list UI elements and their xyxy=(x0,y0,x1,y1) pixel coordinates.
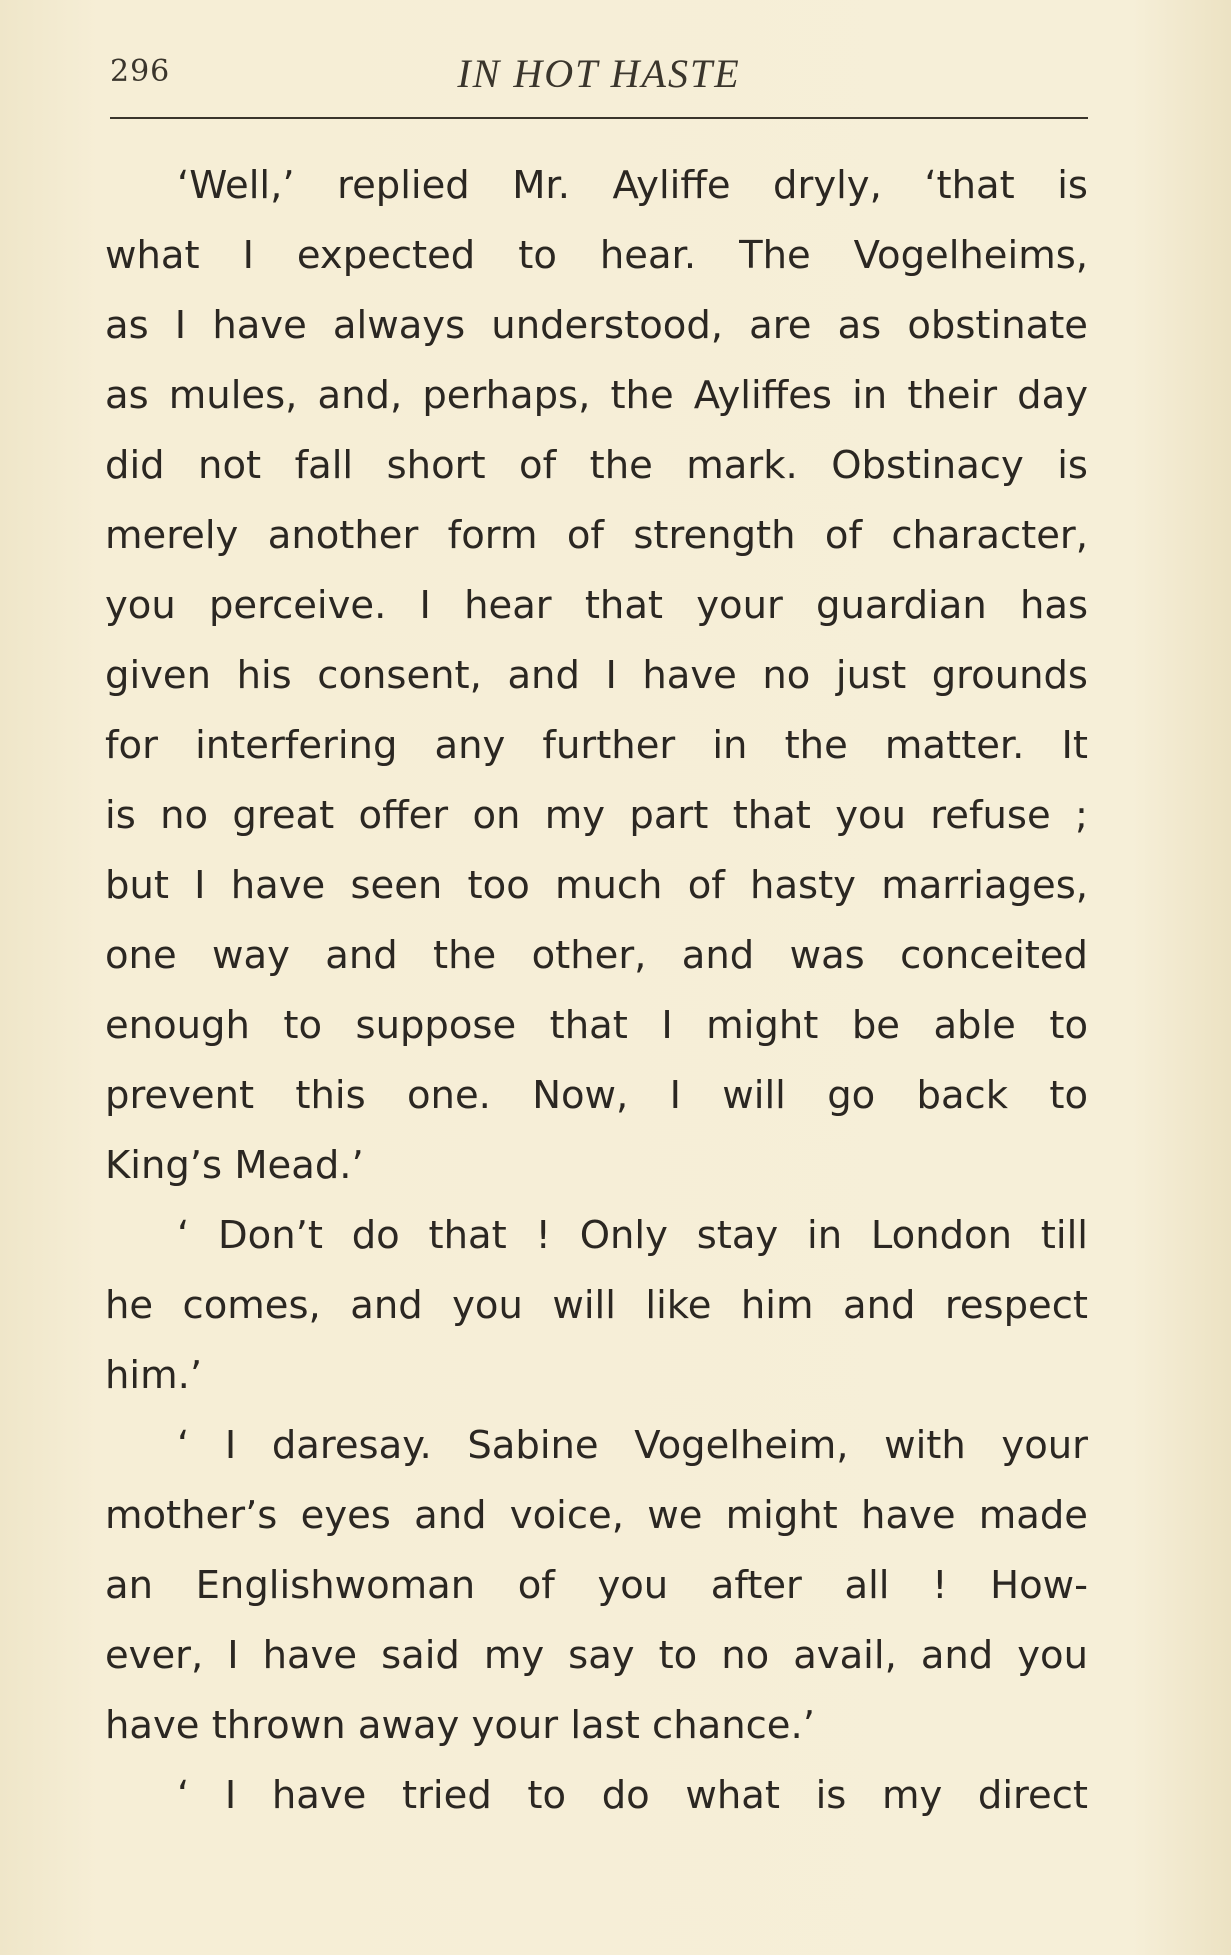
text-line: ‘ I daresay. Sabine Vogelheim, with your xyxy=(177,1423,1088,1468)
text-line: did not fall short of the mark. Obstinacy is xyxy=(105,443,1088,488)
text-line: one way and the other, and was conceited xyxy=(105,933,1088,978)
text-line: he comes, and you will like him and respect xyxy=(105,1283,1088,1328)
text-line: ‘ I have tried to do what is my direct xyxy=(177,1773,1088,1818)
header-rule xyxy=(110,117,1088,119)
body-text xyxy=(105,151,1088,1831)
text-line: given his consent, and I have no just grounds xyxy=(105,653,1088,698)
text-line: ‘ Don’t do that ! Only stay in London till xyxy=(177,1213,1088,1258)
text-line: King’s Mead.’ xyxy=(105,1143,364,1188)
running-head xyxy=(110,50,1088,100)
text-line: what I expected to hear. The Vogelheims, xyxy=(105,233,1088,278)
text-line: ever, I have said my say to no avail, and you xyxy=(105,1633,1088,1678)
text-line: you perceive. I hear that your guardian has xyxy=(105,583,1088,628)
text-line: is no great offer on my part that you refuse ; xyxy=(105,793,1088,838)
text-line: enough to suppose that I might be able to xyxy=(105,1003,1088,1048)
text-line: have thrown away your last chance.’ xyxy=(105,1703,815,1748)
page-number: 296 xyxy=(110,54,171,89)
text-line: prevent this one. Now, I will go back to xyxy=(105,1073,1088,1118)
text-line: as mules, and, perhaps, the Ayliffes in their day xyxy=(105,373,1088,418)
text-line: for interfering any further in the matter. It xyxy=(105,723,1088,768)
text-line: merely another form of strength of character, xyxy=(105,513,1088,558)
text-line: an Englishwoman of you after all ! How- xyxy=(105,1563,1088,1608)
text-line: mother’s eyes and voice, we might have made xyxy=(105,1493,1088,1538)
text-line: him.’ xyxy=(105,1353,203,1398)
running-title: IN HOT HASTE xyxy=(457,51,741,96)
text-line: as I have always understood, are as obstinate xyxy=(105,303,1088,348)
text-line: but I have seen too much of hasty marriages, xyxy=(105,863,1088,908)
text-line: ‘Well,’ replied Mr. Ayliffe dryly, ‘that is xyxy=(177,163,1088,208)
